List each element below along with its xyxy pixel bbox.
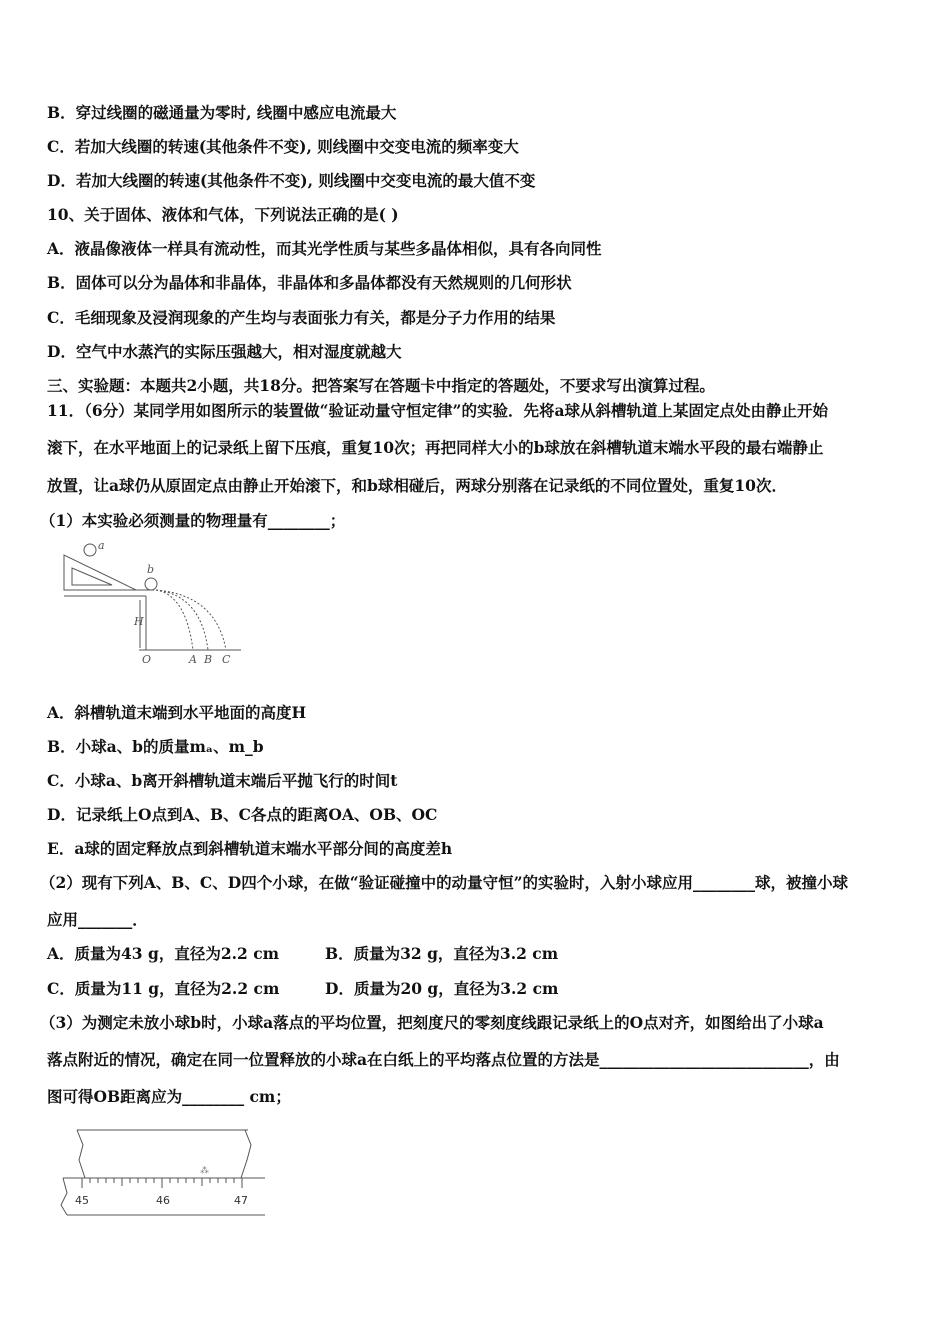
ruler-ticks	[82, 1178, 242, 1188]
option-d-q10: D．空气中水蒸汽的实际压强越大，相对湿度就越大	[47, 342, 402, 361]
subquestion-2: （2）现有下列A、B、C、D四个小球，在做“验证碰撞中的动量守恒”的实验时，入射小球应用________球，被撞小球	[40, 873, 849, 892]
ruler-figure	[45, 1115, 280, 1225]
option-b-q9: B．穿过线圈的磁通量为零时, 线圈中感应电流最大	[47, 103, 397, 122]
ball-b	[145, 578, 157, 590]
option-e-sub1: E．a球的固定释放点到斜槽轨道末端水平部分间的高度差h	[47, 839, 453, 858]
question-11-line2: 滚下，在水平地面上的记录纸上留下压痕，重复10次；再把同样大小的b球放在斜槽轨道末端水平段的最右端静止	[47, 438, 824, 457]
subquestion-3-line2: 落点附近的情况，确定在同一位置释放的小球a在白纸上的平均落点位置的方法是___________________________，由	[47, 1050, 840, 1069]
subquestion-2-line2: 应用_______．	[47, 910, 148, 929]
label-H: H	[134, 615, 144, 628]
label-B: B	[204, 653, 213, 666]
option-b-sub1: B．小球a、b的质量mₐ、m_b	[47, 737, 264, 756]
option-d-sub1: D．记录纸上O点到A、B、C各点的距离OA、OB、OC	[47, 805, 438, 824]
option-c-sub1: C．小球a、b离开斜槽轨道末端后平抛飞行的时间t	[47, 771, 398, 790]
tick-label-47: 47	[234, 1194, 248, 1207]
question-11: 11．（6分）某同学用如图所示的装置做“验证动量守恒定律”的实验．先将a球从斜槽轨道上某固定点处由静止开始	[47, 401, 828, 420]
label-O: O	[142, 653, 152, 666]
option-c-q9: C．若加大线圈的转速(其他条件不变), 则线圈中交变电流的频率变大	[47, 137, 519, 156]
landing-marks: ⁂	[200, 1166, 209, 1176]
option-d-q9: D．若加大线圈的转速(其他条件不变), 则线圈中交变电流的最大值不变	[47, 171, 536, 190]
subquestion-1: （1）本实验必须测量的物理量有________；	[40, 511, 346, 530]
label-C: C	[222, 653, 231, 666]
option-a-q10: A．液晶像液体一样具有流动性，而其光学性质与某些多晶体相似，具有各向同性	[47, 239, 602, 258]
option-a-sub1: A．斜槽轨道末端到水平地面的高度H	[47, 703, 307, 722]
ball-a	[84, 544, 96, 556]
option-c-sub2: C．质量为11 g，直径为2.2 cm	[47, 979, 280, 998]
label-A: A	[189, 653, 197, 666]
tick-label-46: 46	[156, 1194, 170, 1207]
section-heading: 三、实验题：本题共2小题，共18分。把答案写在答题卡中指定的答题处，不要求写出演算过程。	[47, 376, 715, 395]
tick-label-45: 45	[75, 1194, 89, 1207]
option-a-sub2: A．质量为43 g，直径为2.2 cm	[47, 944, 280, 963]
subquestion-3-line3: 图可得OB距离应为________ cm；	[47, 1087, 291, 1106]
question-11-line3: 放置，让a球仍从原固定点由静止开始滚下，和b球相碰后，两球分别落在记录纸的不同位置处，重复10次．	[47, 476, 787, 495]
subquestion-3: （3）为测定未放小球b时，小球a落点的平均位置，把刻度尺的零刻度线跟记录纸上的O点对齐，如图给出了小球a	[40, 1013, 824, 1032]
incline-inner	[72, 568, 112, 585]
apparatus-figure	[46, 540, 251, 685]
label-b: b	[147, 563, 155, 576]
label-a: a	[98, 540, 105, 552]
option-b-q10: B．固体可以分为晶体和非晶体，非晶体和多晶体都没有天然规则的几何形状	[47, 273, 572, 292]
option-b-sub2: B．质量为32 g，直径为3.2 cm	[325, 944, 559, 963]
option-d-sub2: D．质量为20 g，直径为3.2 cm	[325, 979, 559, 998]
option-c-q10: C．毛细现象及浸润现象的产生均与表面张力有关，都是分子力作用的结果	[47, 308, 556, 327]
question-10: 10、关于固体、液体和气体，下列说法正确的是( )	[47, 205, 399, 224]
